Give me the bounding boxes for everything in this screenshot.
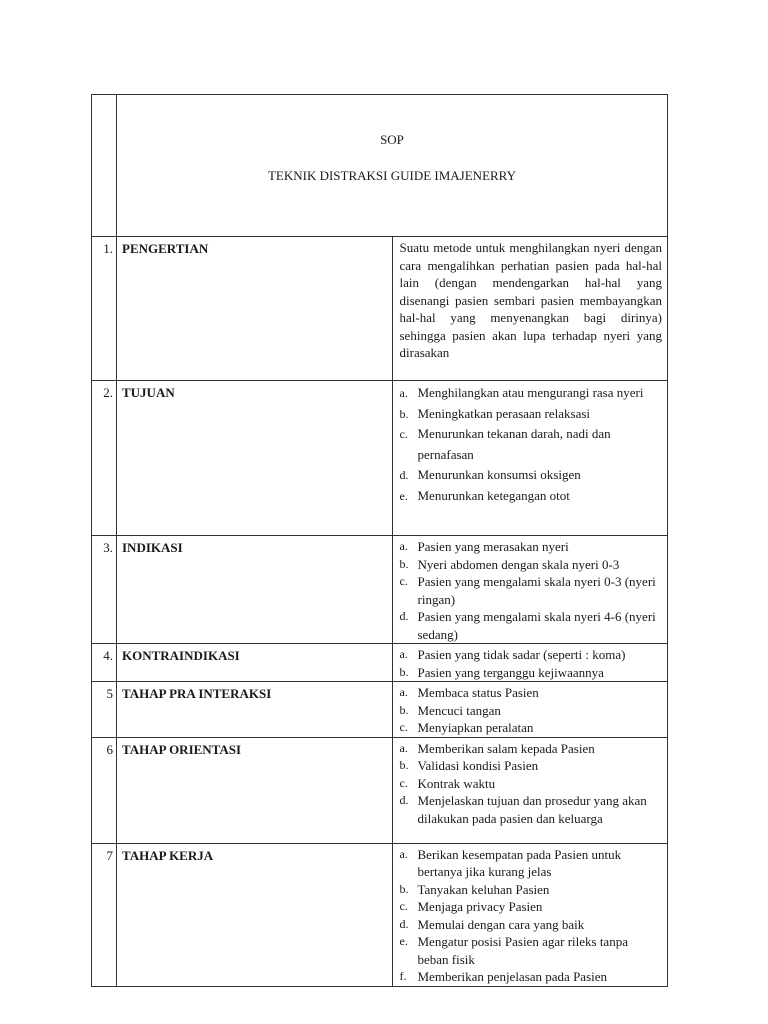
- list-item-text: Memberikan penjelasan pada Pasien: [417, 969, 608, 984]
- list-item-text: Membaca status Pasien: [417, 685, 539, 700]
- list-item-text: Pasien yang tidak sadar (seperti : koma): [417, 647, 626, 662]
- row-list-cell: [392, 536, 668, 644]
- list-item: [400, 775, 663, 793]
- row-number: 3.: [92, 536, 117, 644]
- table-row: [92, 843, 668, 986]
- row-list-cell: [392, 737, 668, 843]
- list-marker: b.: [399, 881, 409, 896]
- table-row: [92, 737, 668, 843]
- row-number: 1.: [92, 237, 117, 381]
- list-item-text: Mengatur posisi Pasien agar rileks tanpa beban fisik: [417, 934, 628, 967]
- title-row: [92, 95, 668, 237]
- list-marker: b.: [399, 702, 409, 717]
- list-item-text: Pasien yang terganggu kejiwaannya: [417, 664, 604, 680]
- row-heading: TUJUAN: [117, 381, 393, 536]
- list-item: [400, 383, 663, 404]
- list-item: [400, 556, 663, 574]
- list-item-text: Validasi kondisi Pasien: [417, 758, 539, 773]
- list-marker: d.: [399, 916, 409, 931]
- list-marker: c.: [399, 775, 408, 790]
- list-marker: c.: [399, 427, 408, 441]
- list-item: [400, 404, 663, 425]
- list-marker: b.: [399, 664, 409, 679]
- item-list: [400, 846, 663, 986]
- row-number: 6: [92, 737, 117, 843]
- title-number-cell: [92, 95, 117, 237]
- list-item: [400, 740, 663, 758]
- list-marker: a.: [399, 846, 408, 861]
- list-item: [400, 702, 663, 720]
- row-heading: INDIKASI: [117, 536, 393, 644]
- list-item-text: Berikan kesempatan pada Pasien untuk bertanya jika kurang jelas: [417, 846, 622, 879]
- list-marker: a.: [399, 685, 408, 699]
- row-heading: TAHAP KERJA: [117, 843, 393, 986]
- row-list-cell: [392, 843, 668, 986]
- list-item-text: Menurunkan ketegangan otot: [417, 487, 570, 503]
- list-item: [400, 916, 663, 934]
- table-row: [92, 381, 668, 536]
- list-item-text: Pasien yang merasakan nyeri: [417, 539, 569, 554]
- item-list: [400, 740, 663, 828]
- list-marker: d.: [399, 793, 409, 807]
- sop-table: [91, 94, 668, 987]
- list-marker: a.: [399, 386, 408, 400]
- list-marker: a.: [399, 647, 408, 661]
- list-item-text: Pasien yang mengalami skala nyeri 0-3 (nyeri ringan): [417, 574, 656, 607]
- list-item: [400, 792, 663, 827]
- list-item: [400, 608, 663, 643]
- list-marker: b.: [399, 406, 409, 421]
- item-list: [400, 538, 663, 643]
- list-item: [400, 424, 663, 465]
- list-item-text: Menurunkan konsumsi oksigen: [417, 467, 581, 482]
- table-row: [92, 536, 668, 644]
- list-marker: c.: [399, 574, 408, 588]
- row-list-cell: [392, 644, 668, 682]
- list-item-text: Menghilangkan atau mengurangi rasa nyeri: [417, 385, 644, 400]
- list-item-text: Memulai dengan cara yang baik: [417, 916, 585, 932]
- item-list: [400, 646, 663, 681]
- list-item-text: Menurunkan tekanan darah, nadi dan pernafasan: [417, 426, 611, 462]
- table-row: [92, 644, 668, 682]
- list-item: [400, 719, 663, 737]
- list-item: [400, 684, 663, 702]
- list-item-text: Tanyakan keluhan Pasien: [417, 881, 550, 897]
- document-subtitle: TEKNIK DISTRAKSI GUIDE IMAJENERRY: [267, 167, 517, 183]
- table-row: [92, 682, 668, 738]
- list-item: [400, 898, 663, 916]
- list-item-text: Menjaga privacy Pasien: [417, 899, 543, 914]
- row-heading: KONTRAINDIKASI: [117, 644, 393, 682]
- list-item-text: Menyiapkan peralatan: [417, 720, 534, 735]
- list-marker: c.: [399, 899, 408, 913]
- table-row: [92, 237, 668, 381]
- list-item-text: Pasien yang mengalami skala nyeri 4-6 (nyeri sedang): [417, 609, 656, 642]
- list-item-text: Menjelaskan tujuan dan prosedur yang akan dilakukan pada pasien dan keluarga: [417, 793, 647, 826]
- list-item-text: Memberikan salam kepada Pasien: [417, 740, 595, 756]
- list-marker: d.: [399, 609, 409, 623]
- list-item-text: Kontrak waktu: [417, 775, 496, 791]
- list-marker: a.: [399, 740, 408, 755]
- list-item: [400, 881, 663, 899]
- row-number: 2.: [92, 381, 117, 536]
- list-item: [400, 538, 663, 556]
- list-item-text: Mencuci tangan: [417, 702, 501, 718]
- item-list: [400, 684, 663, 737]
- row-list-cell: [392, 682, 668, 738]
- list-marker: a.: [399, 539, 408, 553]
- list-item: [400, 933, 663, 968]
- list-marker: d.: [399, 468, 409, 482]
- row-number: 7: [92, 843, 117, 986]
- row-list-cell: [392, 381, 668, 536]
- row-description: Suatu metode untuk menghilangkan nyeri dengan cara mengalihkan perhatian pasien pada hal-hal lain (dengan mendengarkan hal-hal yang disenangi pasien sembari pasien membayangkan hal-hal yang menyenangkan bagi dirinya) sehingga pasien akan lupa terhadap nyeri yang dirasakan: [392, 237, 668, 381]
- list-marker: e.: [399, 934, 408, 948]
- row-heading: PENGERTIAN: [117, 237, 393, 381]
- list-item: [400, 846, 663, 881]
- list-item: [400, 664, 663, 682]
- title-cell: [117, 95, 668, 237]
- list-marker: c.: [399, 720, 408, 734]
- row-number: 4.: [92, 644, 117, 682]
- row-heading: TAHAP ORIENTASI: [117, 737, 393, 843]
- list-item-text: Meningkatkan perasaan relaksasi: [417, 405, 591, 421]
- list-item: [400, 465, 663, 486]
- row-number: 5: [92, 682, 117, 738]
- list-item: [400, 968, 663, 986]
- row-heading: TAHAP PRA INTERAKSI: [117, 682, 393, 738]
- list-item: [400, 573, 663, 608]
- list-item: [400, 757, 663, 775]
- list-item: [400, 646, 663, 664]
- item-list: [400, 383, 663, 506]
- list-item: [400, 486, 663, 507]
- list-item-text: Nyeri abdomen dengan skala nyeri 0-3: [417, 556, 620, 572]
- list-marker: e.: [399, 488, 408, 503]
- list-marker: f.: [399, 969, 407, 983]
- list-marker: b.: [399, 556, 409, 571]
- list-marker: b.: [399, 758, 409, 772]
- document-title: SOP: [380, 132, 404, 147]
